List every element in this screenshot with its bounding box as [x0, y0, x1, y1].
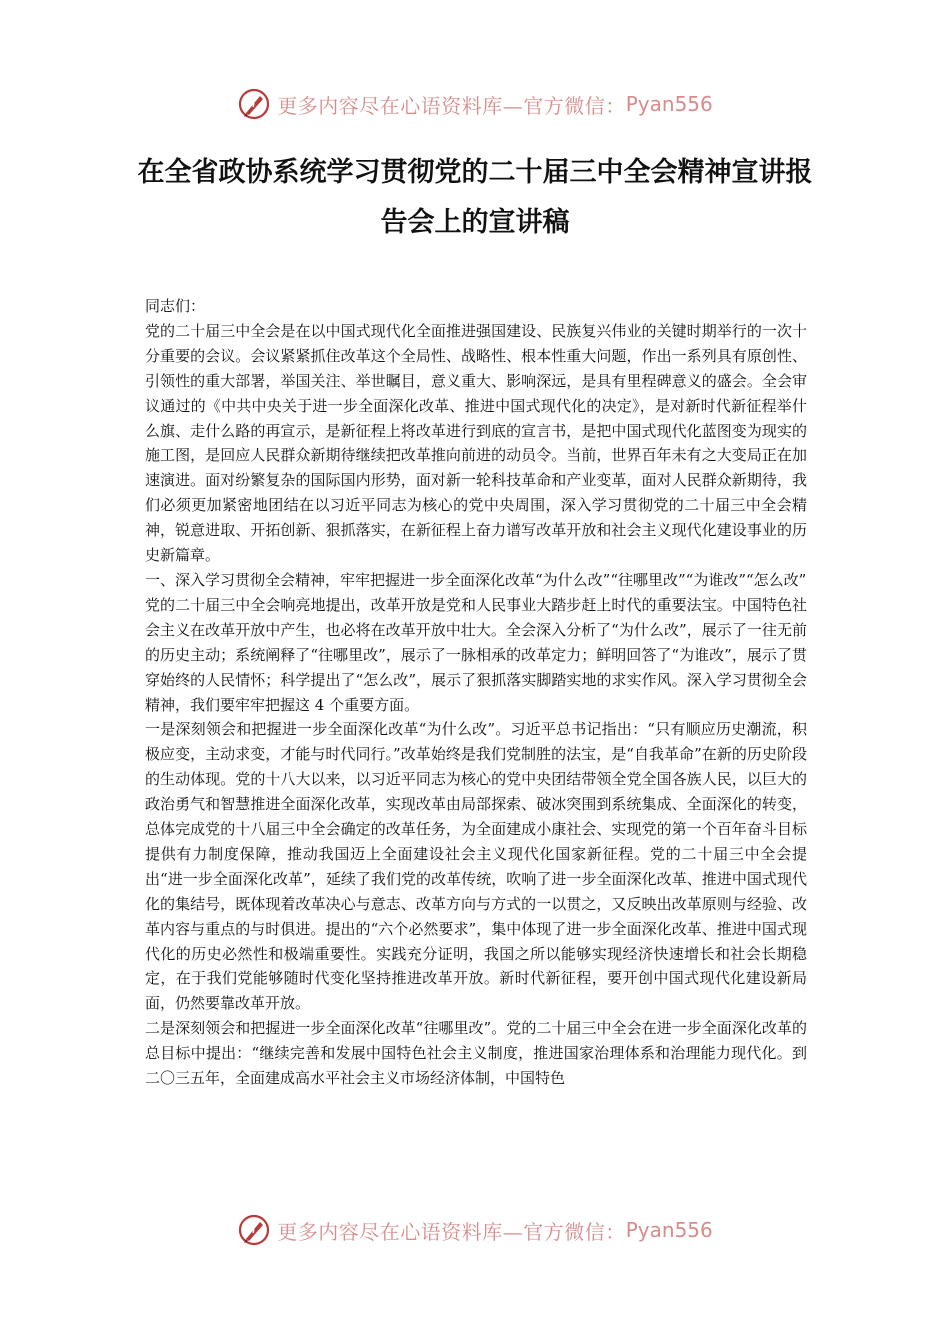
- banner-handle: Pyan556: [625, 1218, 713, 1242]
- watermark-banner-bottom: [0, 1210, 950, 1250]
- pen-icon: [237, 87, 271, 121]
- banner-text: 更多内容尽在心语资料库—官方微信：: [277, 93, 626, 118]
- watermark-banner-top: [0, 84, 950, 124]
- paragraph: 党的二十届三中全会响亮地提出，改革开放是党和人民事业大踏步赶上时代的重要法宝。中国特色社会主义在改革开放中产生，也必将在改革开放中壮大。全会深入分析了“为什么改”，展示了一往无前的历史主动；系统阐释了“往哪里改”，展示了一脉相承的改革定力；鲜明回答了“为谁改”，展示了贯穿始终的人民情怀；科学提出了“怎么改”，展示了狠抓落实脚踏实地的求实作风。深入学习贯彻全会精神，我们要牢牢把握这 4 个重要方面。: [145, 595, 807, 714]
- banner-text: 更多内容尽在心语资料库—官方微信：: [277, 1219, 626, 1244]
- salutation: 同志们：: [145, 297, 206, 315]
- pen-icon: [237, 1213, 271, 1247]
- banner-handle: Pyan556: [625, 92, 713, 116]
- document-title: 在全省政协系统学习贯彻党的二十届三中全会精神宣讲报告会上的宣讲稿: [137, 157, 813, 238]
- paragraph: 一是深刻领会和把握进一步全面深化改革“为什么改”。习近平总书记指出：“只有顺应历史潮流，积极应变，主动求变，才能与时代同行。”改革始终是我们党制胜的法宝，是“自我革命”在新的历史阶段的生动体现。党的十八大以来，以习近平同志为核心的党中央团结带领全党全国各族人民，以巨大的政治勇气和智慧推进全面深化改革，实现改革由局部探索、破冰突围到系统集成、全面深化的转变，总体完成党的十八届三中全会确定的改革任务，为全面建成小康社会、实现党的第一个百年奋斗目标提供有力制度保障，推动我国迈上全面建设社会主义现代化国家新征程。党的二十届三中全会提出“进一步全面深化改革”，延续了我们党的改革传统，吹响了进一步全面深化改革、推进中国式现代化的集结号，既体现着改革决心与意志、改革方向与方式的一以贯之，又反映出改革原则与经验、改革内容与重点的与时俱进。提出的“六个必然要求”，集中体现了进一步全面深化改革、推进中国式现代化的历史必然性和极端重要性。实践充分证明，我国之所以能够实现经济快速增长和社会长期稳定，在于我们党能够随时代变化坚持推进改革开放。新时代新征程，要开创中国式现代化建设新局面，仍然要靠改革开放。: [145, 720, 807, 1013]
- section-heading: 一、深入学习贯彻全会精神，牢牢把握进一步全面深化改革“为什么改”“往哪里改”“为谁改”“怎么改”: [145, 570, 807, 589]
- document-body: [145, 294, 807, 1091]
- paragraph: 二是深刻领会和把握进一步全面深化改革“往哪里改”。党的二十届三中全会在进一步全面深化改革的总目标中提出：“继续完善和发展中国特色社会主义制度，推进国家治理体系和治理能力现代化。到二〇三五年，全面建成高水平社会主义市场经济体制，中国特色: [145, 1019, 807, 1088]
- paragraph: 党的二十届三中全会是在以中国式现代化全面推进强国建设、民族复兴伟业的关键时期举行的一次十分重要的会议。会议紧紧抓住改革这个全局性、战略性、根本性重大问题，作出一系列具有原创性、引领性的重大部署，举国关注、举世瞩目，意义重大、影响深远，是具有里程碑意义的盛会。全会审议通过的《中共中央关于进一步全面深化改革、推进中国式现代化的决定》，是对新时代新征程举什么旗、走什么路的再宣示，是新征程上将改革进行到底的宣言书，是把中国式现代化蓝图变为现实的施工图，是回应人民群众新期待继续把改革推向前进的动员令。当前，世界百年未有之大变局正在加速演进。面对纷繁复杂的国际国内形势，面对新一轮科技革命和产业变革，面对人民群众新期待，我们必须更加紧密地团结在以习近平同志为核心的党中央周围，深入学习贯彻党的二十届三中全会精神，锐意进取、开拓创新、狠抓落实，在新征程上奋力谱写改革开放和社会主义现代化建设事业的历史新篇章。: [145, 321, 807, 565]
